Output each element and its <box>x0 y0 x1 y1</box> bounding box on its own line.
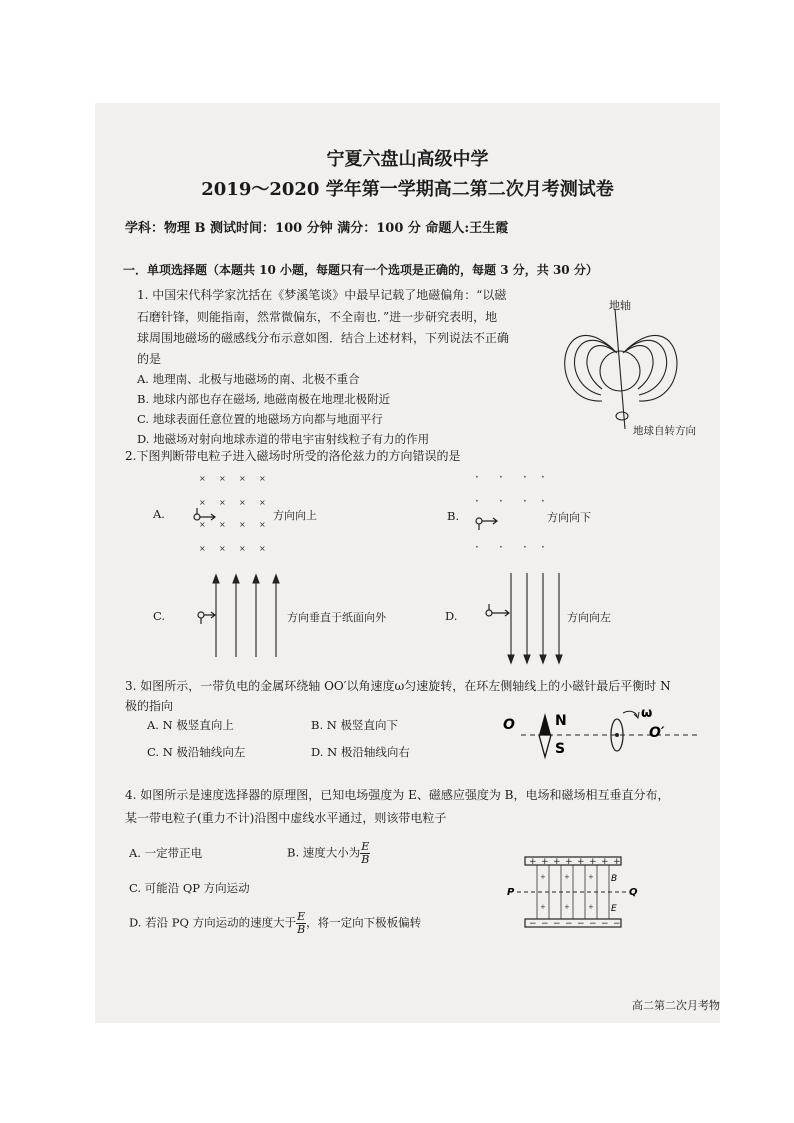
svg-text:×: × <box>239 520 246 529</box>
svg-text:+: + <box>601 857 609 867</box>
q2-b-direction: 方向向下 <box>547 511 591 524</box>
q2-c-letter: C. <box>153 609 166 623</box>
svg-text:+: + <box>540 873 546 881</box>
svg-text:+: + <box>613 857 621 867</box>
label-s: S <box>555 741 566 757</box>
svg-text:×: × <box>239 544 246 553</box>
earth-axis-line <box>615 309 625 429</box>
q2-stem: 2.下图判断带电粒子进入磁场时所受的洛伦兹力的方向错误的是 <box>125 449 461 463</box>
svg-text:+: + <box>588 873 594 881</box>
q3-option-a: A. N 极竖直向上 <box>147 718 234 732</box>
q3-option-d: D. N 极沿轴线向右 <box>311 745 410 759</box>
exam-page <box>95 103 720 1023</box>
svg-text:×: × <box>259 474 266 483</box>
label-n: N <box>555 713 567 729</box>
earth-rotation-label: 地球自转方向 <box>633 425 696 437</box>
q1-option-c: C. 地球表面任意位置的地磁场方向都与地面平行 <box>137 412 383 426</box>
exam-title: 2019～2020 学年第一学期高二第二次月考测试卷 <box>201 179 614 200</box>
q1-line-3: 球周围地磁场的磁感线分布示意如图．结合上述材料，下列说法不正确 <box>137 331 510 345</box>
svg-text:×: × <box>199 520 206 529</box>
svg-text:·: · <box>475 494 479 508</box>
svg-text:×: × <box>199 474 206 483</box>
svg-text:−: − <box>565 919 573 929</box>
svg-text:+: + <box>564 873 570 881</box>
svg-text:×: × <box>219 544 226 553</box>
label-q: Q <box>629 887 638 898</box>
svg-text:·: · <box>499 540 503 554</box>
svg-text:×: × <box>259 520 266 529</box>
svg-text:+: + <box>588 903 594 911</box>
svg-text:×: × <box>199 498 206 507</box>
earth-magnetic-field-figure <box>557 289 717 437</box>
svg-text:·: · <box>523 540 527 554</box>
q4-option-d-fraction: $\frac{E}{B}$ <box>297 910 306 936</box>
svg-text:×: × <box>239 498 246 507</box>
svg-text:·: · <box>499 494 503 508</box>
svg-text:−: − <box>529 919 537 929</box>
svg-text:·: · <box>499 471 503 484</box>
svg-text:×: × <box>259 498 266 507</box>
svg-text:·: · <box>541 540 545 554</box>
svg-text:+: + <box>577 857 585 867</box>
subject-line: 学科：物理 B 测试时间：100 分钟 满分：100 分 命题人:王生霞 <box>125 221 509 236</box>
q1-line-4: 的是 <box>137 352 162 366</box>
q4-option-b-fraction: $\frac{E}{B}$ <box>361 840 370 866</box>
label-omega: ω <box>641 706 653 721</box>
q2-b-field-dots <box>465 471 549 555</box>
svg-text:−: − <box>577 919 585 929</box>
svg-text:·: · <box>541 471 545 484</box>
q2-a-direction: 方向向上 <box>273 509 317 522</box>
velocity-selector-figure <box>505 855 639 931</box>
q4-line-2: 某一带电粒子(重力不计)沿图中虚线水平通过，则该带电粒子 <box>125 811 447 825</box>
svg-text:×: × <box>219 520 226 529</box>
svg-text:+: + <box>529 857 537 867</box>
q3-option-c: C. N 极沿轴线向左 <box>147 745 246 759</box>
q2-b-letter: B. <box>447 509 460 523</box>
q1-option-b: B. 地球内部也存在磁场, 地磁南极在地理北极附近 <box>137 392 391 406</box>
q3-ring-compass-figure <box>499 703 709 765</box>
q2-d-letter: D. <box>445 609 458 623</box>
q3-line-2: 极的指向 <box>125 699 174 713</box>
q2-d-field-lines <box>463 569 573 669</box>
q2-a-letter: A. <box>153 507 165 521</box>
earth-axis-label: 地轴 <box>609 299 631 312</box>
label-e: E <box>611 904 617 914</box>
svg-text:×: × <box>199 544 206 553</box>
q4-option-a: A. 一定带正电 <box>129 846 203 860</box>
q4-option-c: C. 可能沿 QP 方向运动 <box>129 881 250 895</box>
svg-text:+: + <box>589 857 597 867</box>
label-b: B <box>611 874 618 884</box>
compass-north-half <box>539 713 551 735</box>
q2-c-field-lines <box>171 569 281 659</box>
svg-text:−: − <box>541 919 549 929</box>
q1-line-1: 1. 中国宋代科学家沈括在《梦溪笔谈》中最早记载了地磁偏角：“以磁 <box>137 288 507 302</box>
svg-text:·: · <box>475 471 479 484</box>
svg-text:×: × <box>259 544 266 553</box>
q2-d-direction: 方向向左 <box>567 611 611 624</box>
svg-text:·: · <box>523 494 527 508</box>
label-o-prime: O′ <box>649 725 665 741</box>
q2-b-particle-arrow <box>476 518 497 530</box>
label-o: O <box>503 717 515 733</box>
q1-option-d: D. 地磁场对射向地球赤道的带电宇宙射线粒子有力的作用 <box>137 432 430 446</box>
label-p: P <box>507 887 515 898</box>
svg-text:×: × <box>219 474 226 483</box>
svg-text:·: · <box>523 471 527 484</box>
svg-text:−: − <box>553 919 561 929</box>
page-footer: 高二第二次月考物 <box>632 999 720 1012</box>
q1-line-2: 石磨针锋，则能指南，然常微偏东，不全南也．”进一步研究表明，地 <box>137 310 498 324</box>
svg-text:·: · <box>541 494 545 508</box>
svg-text:×: × <box>239 474 246 483</box>
compass-south-half <box>539 735 551 757</box>
q3-line-1: 3. 如图所示，一带负电的金属环绕轴 OO′以角速度ω匀速旋转，在环左侧轴线上的小磁针最后平衡时 N <box>125 679 671 693</box>
q2-d-particle-arrow <box>486 604 509 616</box>
svg-text:×: × <box>219 498 226 507</box>
q4-option-d: D. 若沿 PQ 方向运动的速度大于 $\frac{E}{B}$ ，将一定向下极板偏转 <box>129 910 422 936</box>
q4-line-1: 4. 如图所示是速度选择器的原理图，已知电场强度为 E、磁感应强度为 B，电场和磁场相互垂直分布， <box>125 788 670 802</box>
svg-text:+: + <box>565 857 573 867</box>
svg-text:−: − <box>589 919 597 929</box>
svg-text:−: − <box>613 919 621 929</box>
school-name: 宁夏六盘山高级中学 <box>326 149 489 170</box>
q3-option-b: B. N 极竖直向下 <box>311 718 398 732</box>
svg-text:+: + <box>540 903 546 911</box>
q2-a-field-crosses <box>171 471 271 555</box>
q2-a-particle-arrow <box>194 508 215 520</box>
svg-text:+: + <box>541 857 549 867</box>
svg-text:+: + <box>564 903 570 911</box>
q1-option-a: A. 地理南、北极与地磁场的南、北极不重合 <box>137 372 360 386</box>
section-heading: 一．单项选择题（本题共 10 小题，每题只有一个选项是正确的，每题 3 分，共 30 分） <box>123 263 598 277</box>
q2-c-particle-arrow <box>198 612 215 624</box>
svg-text:·: · <box>475 540 479 554</box>
q2-c-direction: 方向垂直于纸面向外 <box>287 611 386 624</box>
svg-text:+: + <box>553 857 561 867</box>
svg-text:−: − <box>601 919 609 929</box>
q4-option-b: B. 速度大小为 $\frac{E}{B}$ <box>287 840 370 866</box>
